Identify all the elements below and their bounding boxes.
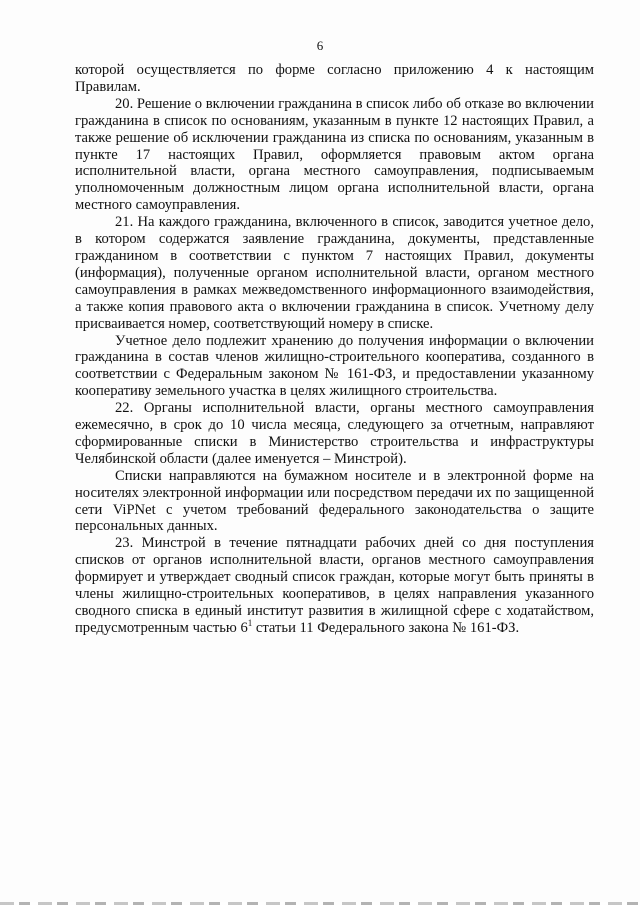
page-number: 6 <box>316 38 324 53</box>
paragraph-item-20: 20. Решение о включении гражданина в список либо об отказе во включении гражданина в список по основаниям, указанным в пункте 12 настоящих Правил, а также решение об исключении гражданина из списка по основаниям, указанным в пункте 17 настоящих Правил, оформляется правовым актом органа исполнительной власти, органа местного самоуправления, подписываемым уполномоченным должностным лицом органа исполнительной власти, органа местного самоуправления. <box>75 95 594 214</box>
document-body <box>75 62 594 637</box>
paragraph-item-21: 21. На каждого гражданина, включенного в список, заводится учетное дело, в котором содержатся заявление гражданина, документы, представленные гражданином в соответствии с пунктом 7 настоящих Правил, документы (информация), полученные органом исполнительной власти, органом местного самоуправления в рамках межведомственного информационного взаимодействия, а также копия правового акта о включении гражданина в список. Учетному делу присваивается номер, соответствующий номеру в списке. <box>75 214 594 332</box>
paragraph-item-22: 22. Органы исполнительной власти, органы местного самоуправления ежемесячно, в срок до 10 числа месяца, следующего за отчетным, направляют сформированные списки в Министерство строительства и инфраструктуры Челябинской области (далее именуется – Минстрой). <box>75 400 594 467</box>
paragraph-item-23 <box>75 535 594 636</box>
paragraph-item-23-text: 23. Минстрой в течение пятнадцати рабочих дней со дня поступления списков от органов исполнительной власти, органов местного самоуправления формирует и утверждает сводный список граждан, которые могут быть приняты в члены жилищно-строительных кооперативов, в целях направления указанного сводного списка в единый институт развития в жилищной сфере с ходатайством, предусмотренным частью 6 <box>75 535 594 636</box>
part-superscript: 1 <box>247 618 253 629</box>
paragraph-continuation: которой осуществляется по форме согласно приложению 4 к настоящим Правилам. <box>75 62 594 95</box>
paragraph-lists-transmission: Списки направляются на бумажном носителе и в электронной форме на носителях электронной информации или посредством передачи их по защищенной сети ViPNet с учетом требований федерального законодательства о защите персональных данных. <box>75 467 594 535</box>
paragraph-item-23-tail: статьи 11 Федерального закона № 161-ФЗ. <box>252 619 520 636</box>
paragraph-case-file-storage: Учетное дело подлежит хранению до получения информации о включении гражданина в состав членов жилищно-строительного кооператива, созданного в соответствии с Федеральным законом № 161-ФЗ, и предоставлении указанному кооперативу земельного участка в целях жилищного строительства. <box>75 332 594 400</box>
